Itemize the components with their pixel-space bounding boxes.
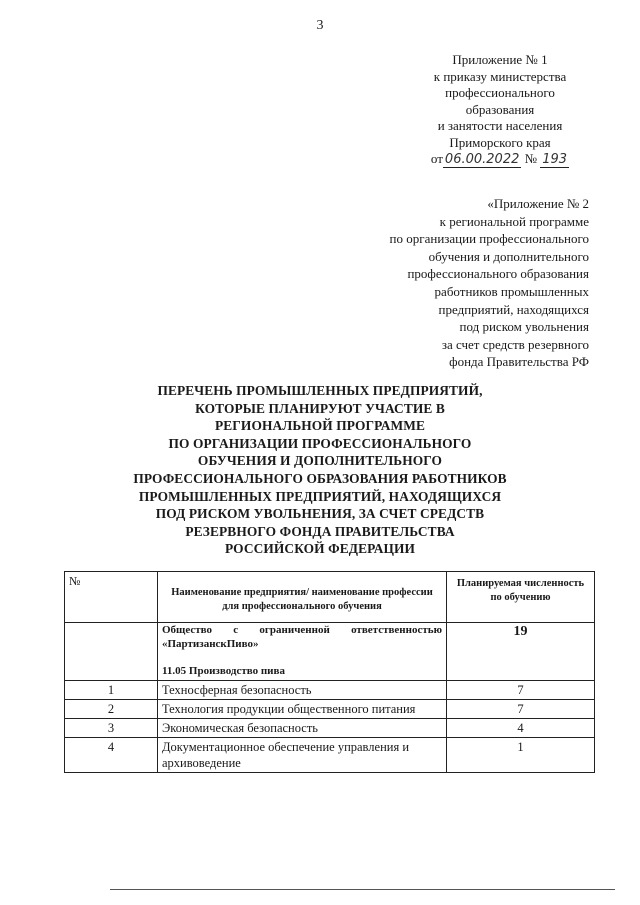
appendix-1-line: и занятости населения [437,118,563,133]
table-row [65,737,595,772]
row-count: 7 [447,699,595,718]
header-count: Планируемая численность по обучению [447,572,595,623]
title-line: РЕГИОНАЛЬНОЙ ПРОГРАММЕ [215,418,425,434]
row-number: 1 [65,680,158,699]
title-line: ПОД РИСКОМ УВОЛЬНЕНИЯ, ЗА СЧЕТ СРЕДСТВ [155,506,485,522]
appendix-2-line: фонда Правительства РФ [449,354,589,370]
appendix-1-line: к приказу министерства [433,68,567,84]
row-number: 4 [65,737,158,772]
appendix-2-line: под риском увольнения [459,319,589,335]
date-prefix: от [430,151,443,166]
row-count: 1 [447,737,595,772]
header-name: Наименование предприятия/ наименование профессии для профессионального обучения [158,572,447,623]
appendix-2-header [329,195,589,371]
appendix-1-line: Приложение № 1 [452,52,548,67]
row-profession: Техносферная безопасность [158,680,447,699]
organization-row [65,623,595,681]
organization-cell [158,623,447,681]
appendix-2-line: за счет средств резервного [441,336,589,352]
row-count: 7 [447,680,595,699]
row-profession: Документационное обеспечение управления и архивоведение [158,737,447,772]
enterprise-table [64,571,595,773]
appendix-1-line: профессионального [445,85,555,100]
appendix-2-line: обучения и дополнительного [428,248,589,264]
organization-number-cell [65,623,158,681]
title-line: РОССИЙСКОЙ ФЕДЕРАЦИИ [224,541,416,557]
title-line: ПРОФЕССИОНАЛЬНОГО ОБРАЗОВАНИЯ РАБОТНИКОВ [133,470,507,486]
table-header-row [65,572,595,623]
organization-count: 19 [447,623,595,681]
appendix-2-line: профессионального образования [407,266,589,282]
appendix-2-line: «Приложение № 2 [487,196,589,211]
appendix-1-header [400,52,600,169]
bottom-rule [110,889,615,890]
page-number: 3 [316,18,324,33]
table-row [65,680,595,699]
row-number: 3 [65,718,158,737]
table-row [65,699,595,718]
appendix-2-line: работников промышленных [434,283,589,299]
title-line: ПО ОРГАНИЗАЦИИ ПРОФЕССИОНАЛЬНОГО [168,435,472,451]
header-number: № [65,572,158,623]
handwritten-date: 06.00.2022 [444,152,520,167]
table-row [65,718,595,737]
handwritten-order-number: 193 [542,152,568,167]
organization-spacer [162,651,442,665]
title-line: ОБУЧЕНИЯ И ДОПОЛНИТЕЛЬНОГО [197,453,443,469]
organization-activity: 11.05 Производство пива [162,665,285,677]
row-profession: Экономическая безопасность [158,718,447,737]
appendix-1-line: Приморского края [449,134,551,150]
number-sign: № [524,151,538,166]
row-count: 4 [447,718,595,737]
appendix-2-line: по организации профессионального [389,231,589,247]
appendix-2-line: к региональной программе [439,213,589,229]
title-line: РЕЗЕРВНОГО ФОНДА ПРАВИТЕЛЬСТВА [185,523,455,539]
row-profession: Технология продукции общественного питания [158,699,447,718]
title-line: ПЕРЕЧЕНЬ ПРОМЫШЛЕННЫХ ПРЕДПРИЯТИЙ, [157,383,483,398]
title-line: ПРОМЫШЛЕННЫХ ПРЕДПРИЯТИЙ, НАХОДЯЩИХСЯ [138,488,502,504]
appendix-2-line: предприятий, находящихся [438,301,589,317]
row-number: 2 [65,699,158,718]
appendix-1-date-line [400,151,600,169]
document-title [100,382,540,558]
appendix-1-line: образования [465,101,535,117]
title-line: КОТОРЫЕ ПЛАНИРУЮТ УЧАСТИЕ В [195,400,445,416]
organization-name: Общество с ограниченной ответственностью «ПартизанскПиво» [162,624,442,650]
